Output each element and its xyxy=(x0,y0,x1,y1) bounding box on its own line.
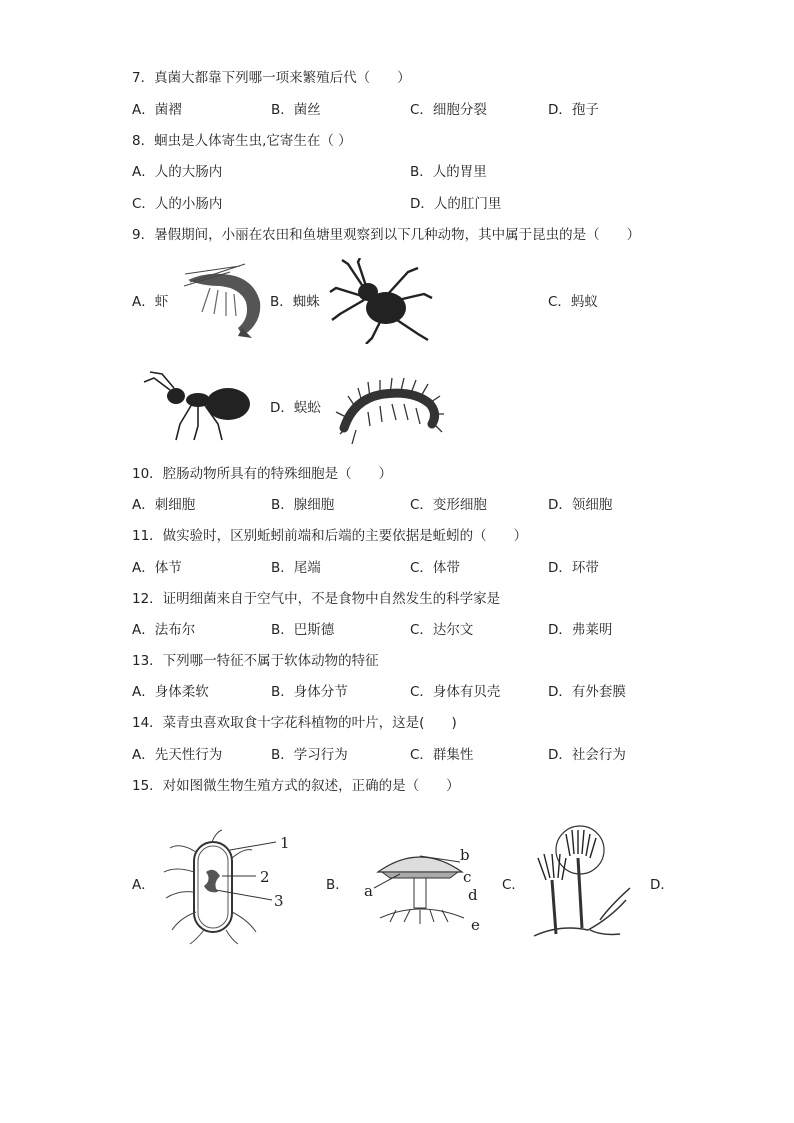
mold-diagram xyxy=(530,824,640,946)
q11-option-d[interactable]: D．环带 xyxy=(548,560,599,576)
question-14-stem: 14．菜青虫喜欢取食十字花科植物的叶片，这是( ) xyxy=(132,715,457,731)
q13-option-d[interactable]: D．有外套膜 xyxy=(548,684,626,700)
q14-option-c[interactable]: C．群集性 xyxy=(410,747,474,763)
mushroom-label-e: e xyxy=(471,916,480,934)
q9-option-d[interactable]: D．蜈蚣 xyxy=(270,400,321,416)
q13-option-a[interactable]: A．身体柔软 xyxy=(132,684,209,700)
bacterium-label-3: 3 xyxy=(274,892,284,910)
bacterium-label-1: 1 xyxy=(280,834,290,852)
q15-option-b[interactable]: B． xyxy=(326,877,349,893)
q8-option-c[interactable]: C．人的小肠内 xyxy=(132,196,223,212)
question-11-stem: 11．做实验时，区别蚯蚓前端和后端的主要依据是蚯蚓的（ ） xyxy=(132,528,528,544)
mushroom-diagram xyxy=(360,838,490,938)
q10-option-b[interactable]: B．腺细胞 xyxy=(271,497,335,513)
ant-image xyxy=(140,368,258,442)
q12-option-c[interactable]: C．达尔文 xyxy=(410,622,474,638)
q9-option-b[interactable]: B．蜘蛛 xyxy=(270,294,320,310)
q12-option-b[interactable]: B．巴斯德 xyxy=(271,622,335,638)
q9-option-a[interactable]: A．虾 xyxy=(132,294,169,310)
q7-option-b[interactable]: B．菌丝 xyxy=(271,102,321,118)
q15-option-d[interactable]: D． xyxy=(650,877,674,893)
q10-option-a[interactable]: A．刺细胞 xyxy=(132,497,196,513)
question-10-stem: 10．腔肠动物所具有的特殊细胞是（ ） xyxy=(132,466,393,482)
q8-option-b[interactable]: B．人的胃里 xyxy=(410,164,487,180)
q9-option-c[interactable]: C．蚂蚁 xyxy=(548,294,598,310)
mushroom-label-c: c xyxy=(463,868,472,886)
q11-option-c[interactable]: C．体带 xyxy=(410,560,460,576)
question-8-stem: 8．蛔虫是人体寄生虫,它寄生在（ ） xyxy=(132,133,352,149)
mushroom-label-a: a xyxy=(364,882,373,900)
shrimp-image xyxy=(180,262,270,340)
q12-option-a[interactable]: A．法布尔 xyxy=(132,622,196,638)
q8-option-a[interactable]: A．人的大肠内 xyxy=(132,164,223,180)
q14-option-a[interactable]: A．先天性行为 xyxy=(132,747,223,763)
q8-option-d[interactable]: D．人的肛门里 xyxy=(410,196,502,212)
q13-option-c[interactable]: C．身体有贝壳 xyxy=(410,684,501,700)
q14-option-d[interactable]: D．社会行为 xyxy=(548,747,626,763)
question-13-stem: 13．下列哪一特征不属于软体动物的特征 xyxy=(132,653,379,669)
q13-option-b[interactable]: B．身体分节 xyxy=(271,684,348,700)
spider-image xyxy=(328,258,434,344)
q7-option-a[interactable]: A．菌褶 xyxy=(132,102,182,118)
mushroom-label-b: b xyxy=(460,846,470,864)
q10-option-d[interactable]: D．领细胞 xyxy=(548,497,613,513)
q7-option-c[interactable]: C．细胞分裂 xyxy=(410,102,487,118)
question-9-stem: 9．暑假期间，小丽在农田和鱼塘里观察到以下几种动物，其中属于昆虫的是（ ） xyxy=(132,227,641,243)
question-12-stem: 12．证明细菌来自于空气中，不是食物中自然发生的科学家是 xyxy=(132,591,501,607)
q14-option-b[interactable]: B．学习行为 xyxy=(271,747,348,763)
centipede-image xyxy=(334,368,444,448)
mushroom-label-d: d xyxy=(468,886,478,904)
q7-option-d[interactable]: D．孢子 xyxy=(548,102,599,118)
q15-option-c[interactable]: C． xyxy=(502,877,525,893)
q11-option-b[interactable]: B．尾端 xyxy=(271,560,321,576)
bacterium-diagram xyxy=(160,828,300,946)
q11-option-a[interactable]: A．体节 xyxy=(132,560,182,576)
question-7-stem: 7．真菌大都靠下列哪一项来繁殖后代（ ） xyxy=(132,70,411,86)
q10-option-c[interactable]: C．变形细胞 xyxy=(410,497,487,513)
q15-option-a[interactable]: A． xyxy=(132,877,155,893)
question-15-stem: 15．对如图微生物生殖方式的叙述，正确的是（ ） xyxy=(132,778,460,794)
q12-option-d[interactable]: D．弗莱明 xyxy=(548,622,613,638)
bacterium-label-2: 2 xyxy=(260,868,270,886)
